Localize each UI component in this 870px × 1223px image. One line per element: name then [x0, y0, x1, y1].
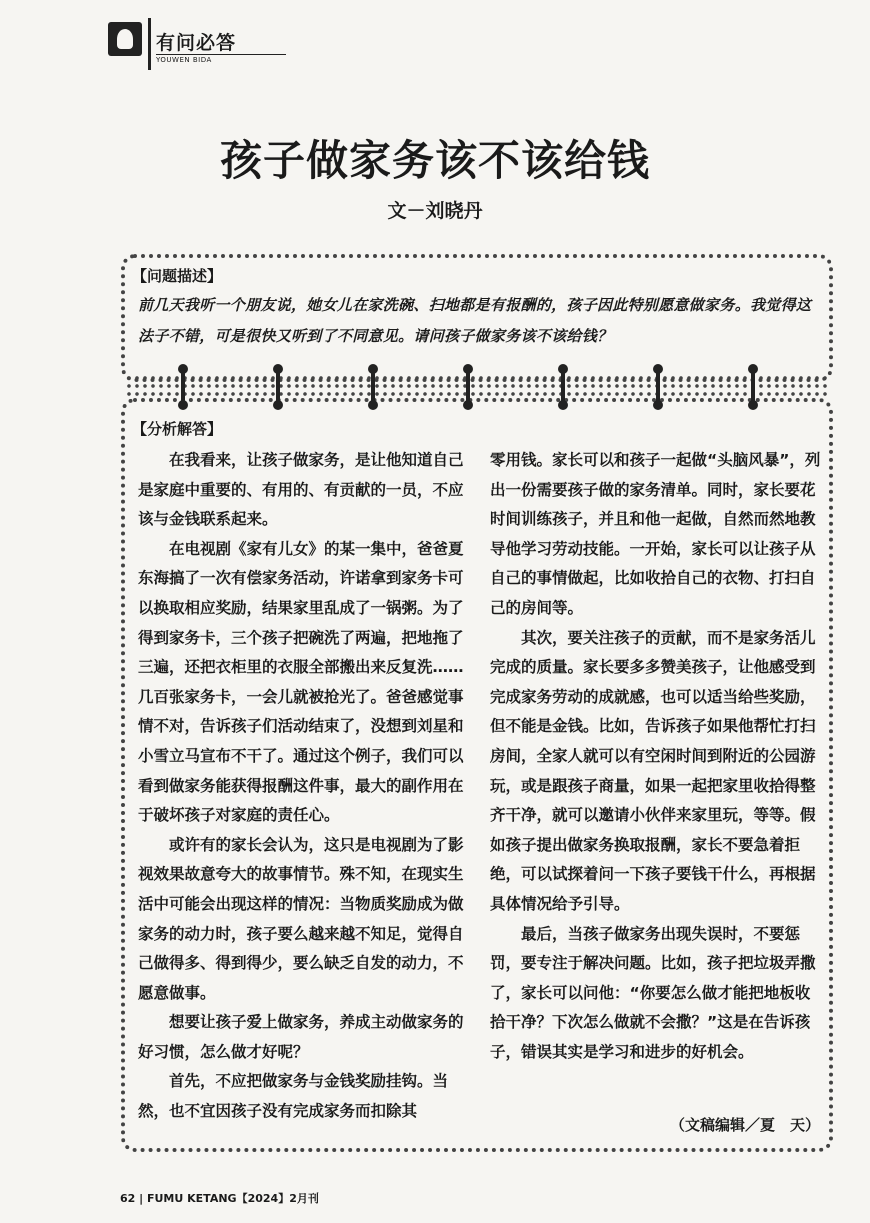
paragraph: 想要让孩子爱上做家务，养成主动做家务的好习惯，怎么做才好呢？	[138, 1013, 464, 1061]
problem-text: 前几天我听一个朋友说，她女儿在家洗碗、扫地都是有报酬的，孩子因此特别愿意做家务。我觉得这法子不错，可是很快又听到了不同意见。请问孩子做家务该不该给钱？	[138, 296, 812, 345]
binder-ring-icon	[748, 364, 758, 410]
paragraph: 最后，当孩子做家务出现失误时，不要惩罚，要专注于解决问题。比如，孩子把垃圾弄撒了，家长可以问他：“你要怎么做才能把地板收拾干净？下次怎么做就不会撒？”这是在告诉孩子，错误其实是学习和进步的好机会。	[490, 924, 816, 1061]
paragraph: 在我看来，让孩子做家务，是让他知道自己是家庭中重要的、有用的、有贡献的一员，不应该与金钱联系起来。	[138, 451, 464, 529]
column-title: 有问必答	[156, 32, 237, 54]
paragraph: 其次，要关注孩子的贡献，而不是家务活儿完成的质量。家长要多多赞美孩子，让他感受到完成家务劳动的成就感，也可以适当给些奖励，但不能是金钱。比如，告诉孩子如果他帮忙打扫房间，全家人就可以有空闲时间到附近的公园游玩，或是跟孩子商量，如果一起把家里收拾得整齐干净，就可以邀请小伙伴来家里玩，等等。假如孩子提出做家务换取报酬，家长不要急着拒绝，可以试探着问一下孩子要钱干什么，再根据具体情况给予引导。	[490, 628, 816, 913]
binder-ring-icon	[273, 364, 283, 410]
column-subtitle: YOUWEN BIDA	[156, 54, 286, 64]
dotted-band	[125, 374, 831, 400]
page-footer: 62 | FUMU KETANG【2024】2月刊	[120, 1192, 319, 1205]
binder-ring-icon	[368, 364, 378, 410]
binder-ring-icon	[463, 364, 473, 410]
problem-label: 【问题描述】	[132, 267, 223, 285]
paragraph: 在电视剧《家有儿女》的某一集中，爸爸夏东海搞了一次有偿家务活动，许诺拿到家务卡可以换取相应奖励，结果家里乱成了一锅粥。为了得到家务卡，三个孩子把碗洗了两遍，把地拖了三遍，还把衣柜里的衣服全部搬出来反复洗……几百张家务卡，一会儿就被抢光了。爸爸感觉事情不对，告诉孩子们活动结束了，没想到刘星和小雪立马宣布不干了。通过这个例子，我们可以看到做家务能获得报酬这件事，最大的副作用在于破坏孩子对家庭的责任心。	[138, 539, 464, 825]
article-author: 文－刘晓丹	[387, 200, 483, 222]
binder-ring-icon	[178, 364, 188, 410]
paragraph: 或许有的家长会认为，这只是电视剧为了影视效果故意夸大的故事情节。殊不知，在现实生活中可能会出现这样的情况：当物质奖励成为做家务的动力时，孩子要么越来越不知足，觉得自己做得多、得到得少，要么缺乏自发的动力，不愿意做事。	[138, 835, 464, 1002]
right-column	[490, 446, 825, 1067]
binder-ring-icon	[653, 364, 663, 410]
analysis-label: 【分析解答】	[132, 420, 223, 438]
left-column	[138, 446, 468, 1127]
editor-credit: （文稿编辑／夏 天）	[669, 1116, 820, 1134]
paragraph: 零用钱。家长可以和孩子一起做“头脑风暴”，列出一份需要孩子做的家务清单。同时，家长要花时间训练孩子，并且和他一起做，自然而然地教导他学习劳动技能。一开始，家长可以让孩子从自己的事情做起，比如收拾自己的衣物、打扫自己的房间等。	[490, 451, 821, 617]
binder-ring-icon	[558, 364, 568, 410]
reader-icon	[108, 22, 142, 56]
header-divider	[148, 18, 151, 70]
paragraph: 首先，不应把做家务与金钱奖励挂钩。当然，也不宜因孩子没有完成家务而扣除其	[138, 1072, 449, 1121]
article-title: 孩子做家务该不该给钱	[219, 136, 650, 185]
